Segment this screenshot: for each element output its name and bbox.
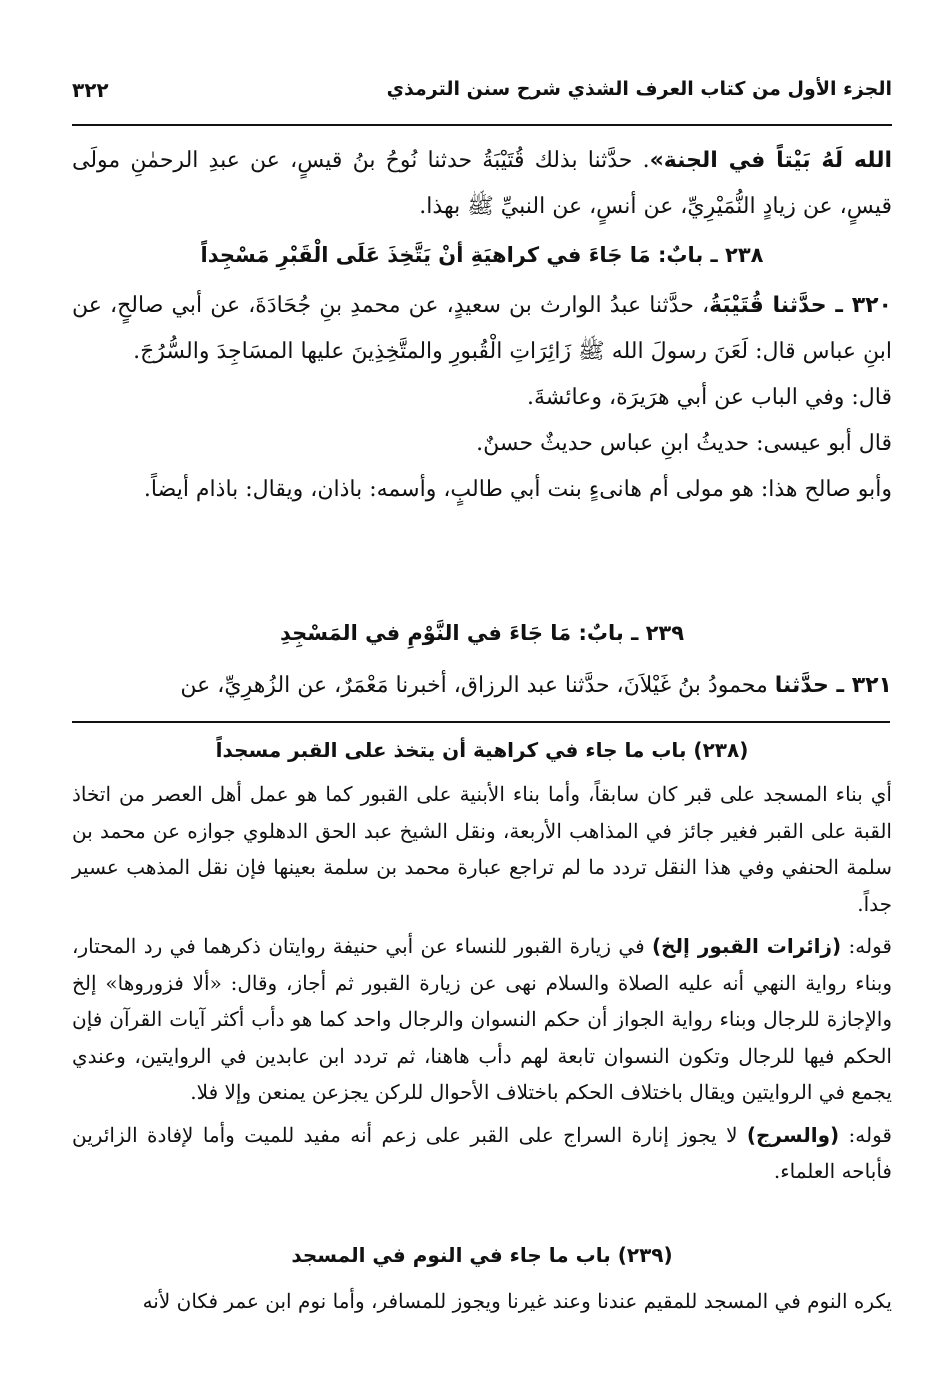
commentary-para-3-term: (والسرج) <box>746 1122 840 1147</box>
hadith-continuation <box>72 138 892 230</box>
hadith-320-number: ٣٢٠ ـ حدَّثنا قُتَيْبَةُ <box>709 293 892 318</box>
header-rule <box>72 124 892 126</box>
abu-isa-grading: قال أبو عيسى: حديثُ ابنِ عباس حديثٌ حسنٌ. <box>476 431 892 456</box>
main-text-bottom <box>72 663 892 709</box>
abu-salih-note: وأبو صالح هذا: هو مولى أم هانىءٍ بنت أبي طالبٍ، وأسمه: باذان، ويقال: باذام أيضاً. <box>143 477 892 502</box>
commentary-para-2 <box>72 928 892 1111</box>
commentary-para-3-text: لا يجوز إنارة السراج على القبر على زعم أنه مفيد للميت وأما لإفادة الزائرين فأباحه العلماء. <box>72 1122 892 1183</box>
hadith-321-number: ٣٢١ ـ حدَّثنا <box>774 673 892 698</box>
commentary-para-2-lead: قوله: <box>841 934 892 958</box>
chapter-heading-239: ٢٣٩ ـ بابٌ: مَا جَاءَ في النَّوْمِ في المَسْجِدِ <box>279 621 685 645</box>
commentary-para-2-text: في زيارة القبور للنساء عن أبي حنيفة روايتان ذكرهما في رد المحتار، وبناء رواية النهي أنه عليه الصلاة والسلام نهى عن زيارة القبور ثم أجاز، وقال: «ألا فزوروها» إلخ والإجازة للرجال وبناء رواية الجواز أن حكم النسوان والرجال واحد كما هو دأب أكثر آيات القرآن فإن الحكم فيها للرجال وتكون النسوان تابعة لهم دأب هاهنا، ثم تردد ابن عابدين في الروايتين، وعندي يجمع في الروايتين ويقال باختلاف الحكم باختلاف الأحوال للركن يجزعن يمنعن وإلا فلا. <box>72 934 892 1104</box>
commentary-rule <box>72 721 890 723</box>
commentary-para-1: أي بناء المسجد على قبر كان سابقاً، وأما بناء الأبنية على القبور كما هو عمل أهل العصر من اتخاذ القبة على القبر فغير جائز في المذاهب الأربعة، ونقل الشيخ عبد الحق الدهلوي جوازه عن محمد بن سلمة الحنفي وفي هذا النقل تردد ما لم تراجع عبارة محمد بن سلمة بعينها فإن نقل المذهب عسير جداً. <box>72 782 892 916</box>
hadith-320-text: ، حدَّثنا عبدُ الوارث بن سعيدٍ، عن محمدِ بنِ جُحَادَةَ، عن أبي صالحٍ، عن ابنِ عباس قال: لَعَنَ رسولَ الله ﷺ زَائِرَاتِ الْقُبورِ والمتَّخِذِينَ عليها المسَاجِدَ والسُّرُجَ. <box>72 293 892 364</box>
main-text-middle <box>72 283 892 513</box>
hadith-continuation-text: . حدَّثنا بذلك قُتَيْبَةُ حدثنا نُوحُ بنُ قيسٍ، عن عبدِ الرحمٰنِ مولَى قيسٍ، عن زيادٍ النُّمَيْرِيِّ، عن أنسٍ، عن النبيِّ ﷺ بهذا. <box>72 148 892 219</box>
hadith-quote-bold: الله لَهُ بَيْتاً في الجنة» <box>649 148 892 173</box>
commentary-heading-239: (٢٣٩) باب ما جاء في النوم في المسجد <box>291 1243 673 1267</box>
main-text-top <box>72 138 892 230</box>
commentary-para-3 <box>72 1117 892 1190</box>
hadith-321-text: محمودُ بنُ غَيْلاَنَ، حدَّثنا عبد الرزاق، أخبرنا مَعْمَرٌ، عن الزُهرِيِّ، عن <box>180 673 775 698</box>
chapter-heading-238: ٢٣٨ ـ بابٌ: مَا جَاءَ في كراهيَةِ أنْ يَتَّخِذَ عَلَى الْقَبْرِ مَسْجِداً <box>200 243 764 267</box>
hadith-320 <box>72 283 892 375</box>
bab-reference: قال: وفي الباب عن أبي هرَيرَة، وعائشةَ. <box>527 385 892 410</box>
hadith-321 <box>72 663 892 709</box>
commentary-para-3-lead: قوله: <box>839 1122 892 1147</box>
commentary-para-4: يكره النوم في المسجد للمقيم عندنا وعند غيرنا ويجوز للمسافر، وأما نوم ابن عمر فكان لأنه <box>142 1289 892 1313</box>
commentary-para-2-term: (زائرات القبور إلخ) <box>651 934 842 958</box>
commentary-heading-238: (٢٣٨) باب ما جاء في كراهية أن يتخذ على القبر مسجداً <box>215 738 749 762</box>
commentary-block-1 <box>72 776 892 1190</box>
running-title: الجزء الأول من كتاب العرف الشذي شرح سنن الترمذي <box>386 78 892 100</box>
page-header <box>72 70 892 110</box>
commentary-block-2 <box>72 1283 892 1320</box>
page-number: ٣٢٢ <box>72 78 109 102</box>
